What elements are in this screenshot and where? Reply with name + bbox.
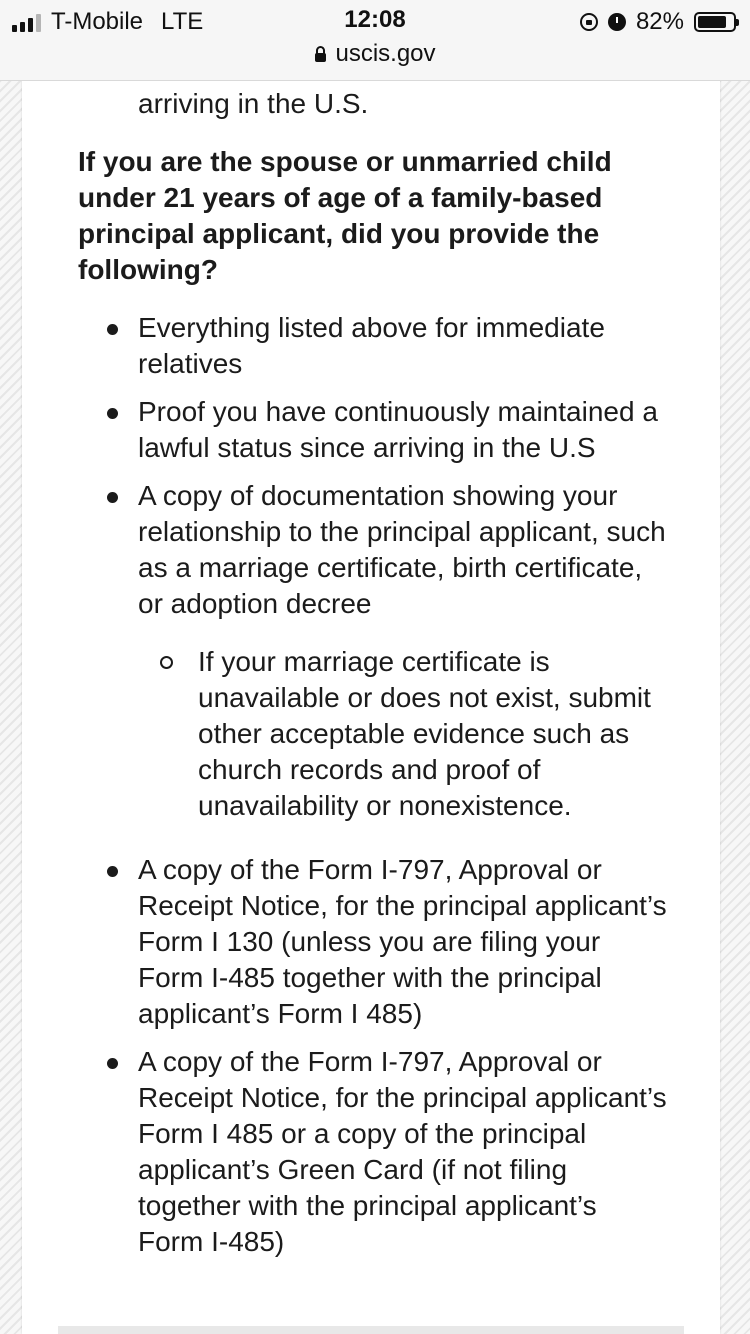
list-item-text: A copy of documentation showing your relationship to the principal applicant, such as a marriage certificate, birth certificate, or adoption decree bbox=[138, 480, 666, 619]
bullet-icon bbox=[107, 866, 118, 877]
circle-bullet-icon bbox=[160, 656, 173, 669]
list-item bbox=[22, 852, 668, 1032]
bullet-icon bbox=[107, 408, 118, 419]
alarm-icon bbox=[608, 13, 626, 31]
content-panel bbox=[22, 80, 720, 1334]
list-item-text: Everything listed above for immediate relatives bbox=[138, 312, 605, 379]
continued-text: arriving in the U.S. bbox=[138, 88, 369, 119]
list-item-text: A copy of the Form I-797, Approval or Receipt Notice, for the principal applicant’s Form I 130 (unless you are filing your Form I-485 together with the principal applicant’s Form I 485) bbox=[138, 854, 667, 1029]
list-item bbox=[22, 394, 668, 466]
status-right bbox=[580, 8, 736, 36]
sub-list-item bbox=[138, 644, 658, 824]
sub-list bbox=[138, 644, 668, 824]
status-bar bbox=[0, 0, 750, 81]
battery-percent: 82% bbox=[635, 8, 684, 35]
bullet-icon bbox=[107, 324, 118, 335]
right-gutter bbox=[720, 80, 750, 1334]
next-section-edge bbox=[58, 1326, 684, 1334]
carrier-name: T-Mobile bbox=[51, 8, 144, 35]
list-item bbox=[22, 1044, 668, 1260]
lock-icon bbox=[314, 46, 327, 62]
requirements-list bbox=[22, 310, 720, 1272]
sub-list-item-text: If your marriage certificate is unavailable or does not exist, submit other acceptable evidence such as church records and proof of unavailability or nonexistence. bbox=[198, 646, 651, 821]
battery-icon bbox=[694, 12, 736, 32]
network-type: LTE bbox=[161, 8, 204, 35]
clock: 12:08 bbox=[344, 6, 406, 33]
left-gutter bbox=[0, 80, 22, 1334]
rotation-lock-icon bbox=[580, 13, 598, 31]
bullet-icon bbox=[107, 1058, 118, 1069]
list-item bbox=[22, 478, 668, 824]
address-bar[interactable] bbox=[0, 40, 750, 68]
list-item-text: A copy of the Form I-797, Approval or Receipt Notice, for the principal applicant’s Form I 485 or a copy of the principal applicant’s Green Card (if not filing together with the principal applicant’s Form I-485) bbox=[138, 1046, 667, 1257]
section-question: If you are the spouse or unmarried child under 21 years of age of a family-based principal applicant, did you provide the following? bbox=[78, 146, 612, 285]
list-item-text: Proof you have continuously maintained a lawful status since arriving in the U.S bbox=[138, 396, 658, 463]
url-text[interactable]: uscis.gov bbox=[335, 40, 436, 67]
bullet-icon bbox=[107, 492, 118, 503]
list-item bbox=[22, 310, 668, 382]
